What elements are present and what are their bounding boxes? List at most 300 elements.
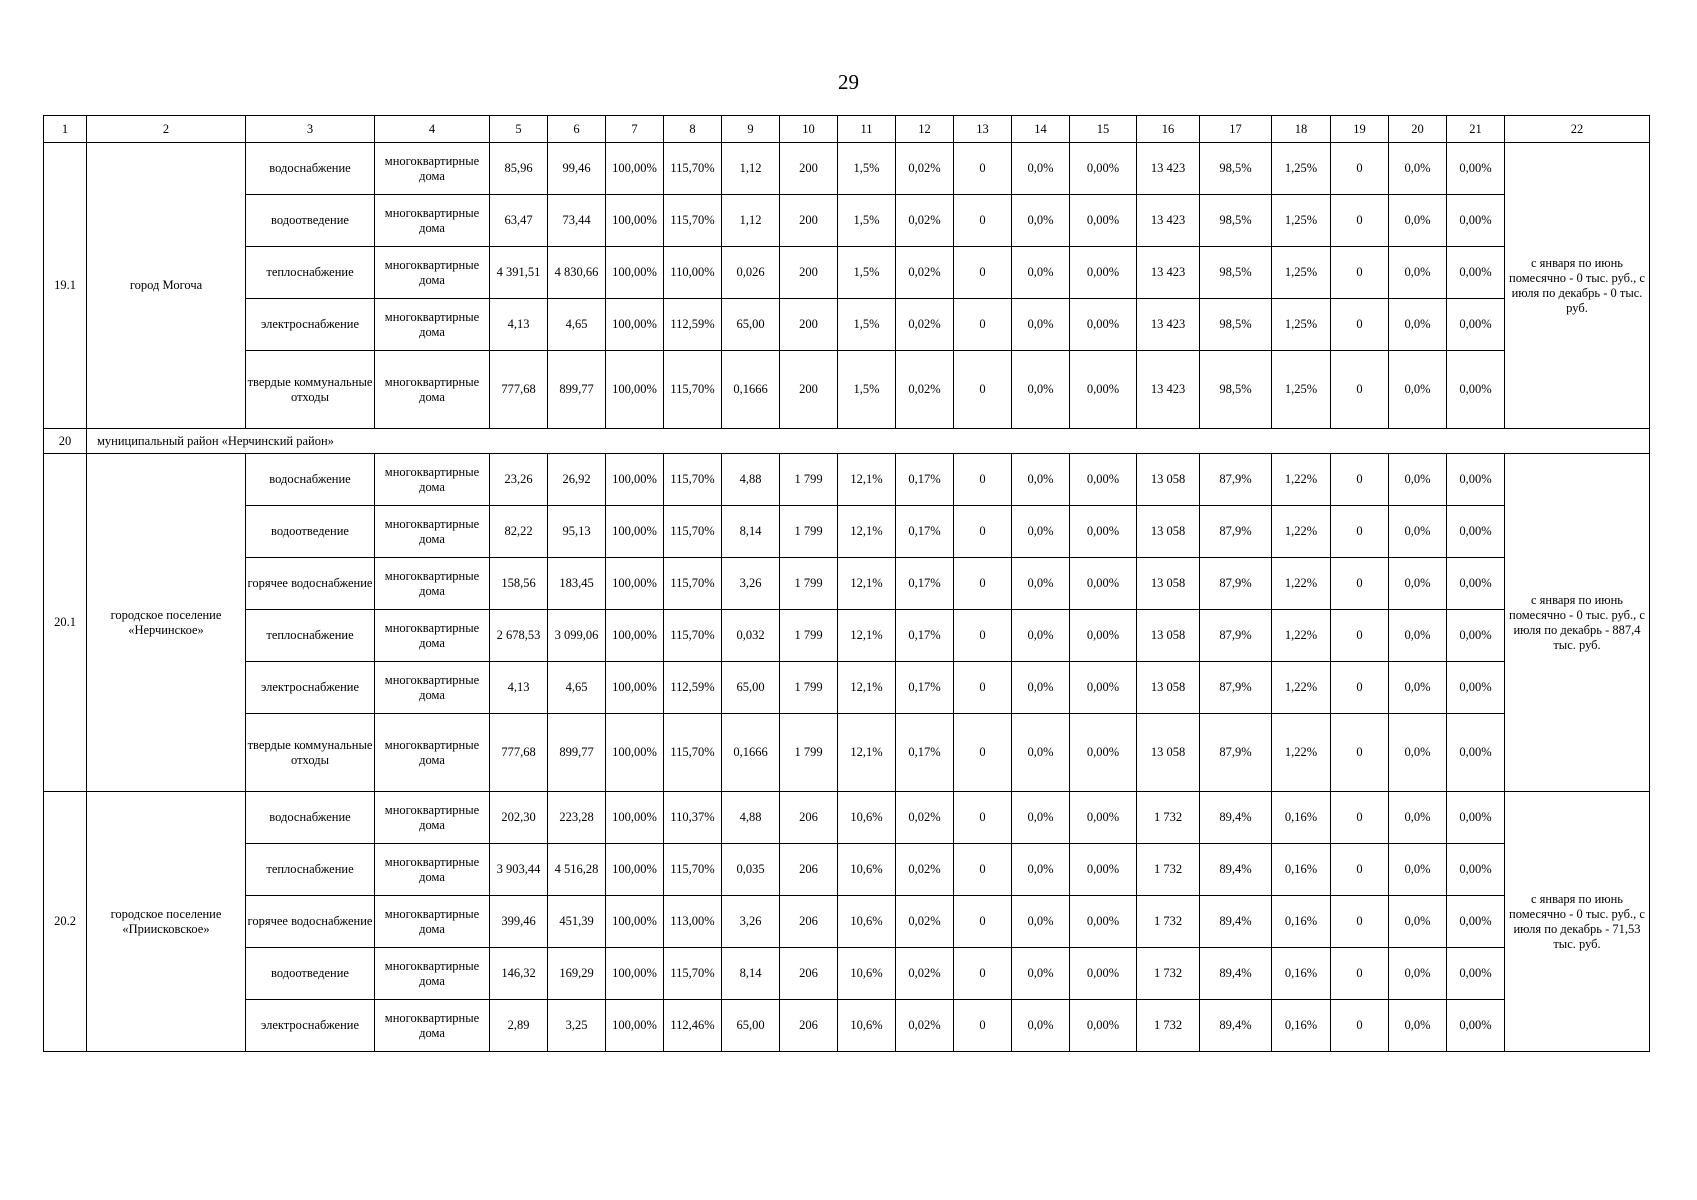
service-type: теплоснабжение	[246, 844, 375, 896]
table-cell: 0	[1331, 662, 1389, 714]
column-header-2: 2	[87, 116, 246, 143]
table-cell: 3,25	[548, 1000, 606, 1052]
table-cell: 0	[954, 1000, 1012, 1052]
table-row	[44, 896, 1650, 948]
table-cell: 0	[1331, 1000, 1389, 1052]
table-cell: 100,00%	[606, 454, 664, 506]
table-cell: 112,46%	[664, 1000, 722, 1052]
table-cell: 4 391,51	[490, 247, 548, 299]
column-header-12: 12	[896, 116, 954, 143]
table-cell: 13 423	[1137, 351, 1200, 429]
table-cell: 0,0%	[1389, 714, 1447, 792]
table-cell: 100,00%	[606, 792, 664, 844]
table-cell: 4,13	[490, 662, 548, 714]
table-cell: 0,0%	[1389, 662, 1447, 714]
table-row	[44, 948, 1650, 1000]
table-cell: 0,0%	[1389, 195, 1447, 247]
table-cell: 0,00%	[1070, 948, 1137, 1000]
column-header-14: 14	[1012, 116, 1070, 143]
table-cell: 0,16%	[1272, 844, 1331, 896]
table-cell: 1 732	[1137, 844, 1200, 896]
housing-type: многоквартирные дома	[375, 948, 490, 1000]
table-cell: 100,00%	[606, 610, 664, 662]
table-cell: 100,00%	[606, 195, 664, 247]
table-cell: 8,14	[722, 948, 780, 1000]
table-row	[44, 247, 1650, 299]
settlement-name: городское поселение «Приисковское»	[87, 792, 246, 1052]
table-cell: 0,02%	[896, 844, 954, 896]
table-cell: 1,5%	[838, 143, 896, 195]
table-cell: 100,00%	[606, 896, 664, 948]
housing-type: многоквартирные дома	[375, 1000, 490, 1052]
table-cell: 1,12	[722, 143, 780, 195]
table-cell: 0,0%	[1389, 844, 1447, 896]
table-cell: 13 058	[1137, 610, 1200, 662]
table-cell: 65,00	[722, 299, 780, 351]
table-cell: 0,00%	[1447, 948, 1505, 1000]
column-header-22: 22	[1505, 116, 1650, 143]
table-cell: 0,00%	[1070, 506, 1137, 558]
table-cell: 89,4%	[1200, 1000, 1272, 1052]
column-header-19: 19	[1331, 116, 1389, 143]
column-header-21: 21	[1447, 116, 1505, 143]
table-cell: 0,0%	[1012, 195, 1070, 247]
table-cell: 0,17%	[896, 506, 954, 558]
table-row	[44, 1000, 1650, 1052]
table-cell: 1,25%	[1272, 247, 1331, 299]
table-cell: 0,0%	[1012, 610, 1070, 662]
service-type: водоснабжение	[246, 143, 375, 195]
table-cell: 223,28	[548, 792, 606, 844]
table-cell: 73,44	[548, 195, 606, 247]
table-cell: 12,1%	[838, 610, 896, 662]
table-cell: 0,02%	[896, 195, 954, 247]
table-cell: 0,0%	[1389, 558, 1447, 610]
table-cell: 0	[1331, 195, 1389, 247]
table-cell: 3 903,44	[490, 844, 548, 896]
column-header-13: 13	[954, 116, 1012, 143]
table-cell: 0,00%	[1070, 844, 1137, 896]
table-cell: 112,59%	[664, 662, 722, 714]
table-cell: 0,00%	[1447, 844, 1505, 896]
table-row	[44, 506, 1650, 558]
table-cell: 89,4%	[1200, 896, 1272, 948]
housing-type: многоквартирные дома	[375, 247, 490, 299]
table-cell: 0	[954, 610, 1012, 662]
payment-note: с января по июнь помесячно - 0 тыс. руб., с июля по декабрь - 0 тыс. руб.	[1505, 143, 1650, 429]
table-cell: 0,00%	[1447, 143, 1505, 195]
table-cell: 200	[780, 247, 838, 299]
table-cell: 110,37%	[664, 792, 722, 844]
table-cell: 206	[780, 844, 838, 896]
column-header-8: 8	[664, 116, 722, 143]
table-cell: 100,00%	[606, 948, 664, 1000]
table-cell: 1 732	[1137, 1000, 1200, 1052]
table-cell: 115,70%	[664, 714, 722, 792]
table-cell: 0,00%	[1447, 506, 1505, 558]
table-cell: 0,02%	[896, 948, 954, 1000]
table-cell: 0,0%	[1389, 143, 1447, 195]
table-cell: 0,00%	[1447, 662, 1505, 714]
table-cell: 100,00%	[606, 1000, 664, 1052]
column-header-9: 9	[722, 116, 780, 143]
table-cell: 1,5%	[838, 351, 896, 429]
table-cell: 0,0%	[1389, 299, 1447, 351]
table-cell: 13 058	[1137, 558, 1200, 610]
table-row	[44, 351, 1650, 429]
table-cell: 63,47	[490, 195, 548, 247]
housing-type: многоквартирные дома	[375, 143, 490, 195]
table-cell: 87,9%	[1200, 662, 1272, 714]
service-type: твердые коммунальные отходы	[246, 714, 375, 792]
table-cell: 98,5%	[1200, 195, 1272, 247]
table-row	[44, 454, 1650, 506]
table-cell: 0,0%	[1389, 351, 1447, 429]
table-cell: 0,0%	[1012, 714, 1070, 792]
table-cell: 87,9%	[1200, 558, 1272, 610]
table-cell: 0,0%	[1012, 558, 1070, 610]
table-cell: 115,70%	[664, 454, 722, 506]
table-cell: 0,00%	[1070, 558, 1137, 610]
column-header-3: 3	[246, 116, 375, 143]
table-cell: 10,6%	[838, 896, 896, 948]
table-cell: 206	[780, 1000, 838, 1052]
table-cell: 0,16%	[1272, 1000, 1331, 1052]
table-cell: 0,0%	[1012, 351, 1070, 429]
table-cell: 0,00%	[1070, 454, 1137, 506]
table-cell: 23,26	[490, 454, 548, 506]
payment-note: с января по июнь помесячно - 0 тыс. руб., с июля по декабрь - 887,4 тыс. руб.	[1505, 454, 1650, 792]
table-cell: 0,00%	[1447, 610, 1505, 662]
table-cell: 1 732	[1137, 948, 1200, 1000]
column-header-7: 7	[606, 116, 664, 143]
table-cell: 0	[1331, 896, 1389, 948]
column-header-5: 5	[490, 116, 548, 143]
table-cell: 1,22%	[1272, 662, 1331, 714]
table-cell: 0,0%	[1012, 506, 1070, 558]
table-cell: 0,00%	[1070, 351, 1137, 429]
table-cell: 1,25%	[1272, 351, 1331, 429]
table-cell: 0	[954, 506, 1012, 558]
table-cell: 12,1%	[838, 662, 896, 714]
table-cell: 26,92	[548, 454, 606, 506]
table-cell: 100,00%	[606, 714, 664, 792]
service-type: водоотведение	[246, 948, 375, 1000]
column-header-4: 4	[375, 116, 490, 143]
table-cell: 0,00%	[1070, 195, 1137, 247]
table-cell: 0	[1331, 844, 1389, 896]
table-cell: 0,0%	[1389, 1000, 1447, 1052]
table-cell: 169,29	[548, 948, 606, 1000]
housing-type: многоквартирные дома	[375, 714, 490, 792]
table-cell: 87,9%	[1200, 506, 1272, 558]
table-cell: 10,6%	[838, 1000, 896, 1052]
table-cell: 200	[780, 351, 838, 429]
table-cell: 1,22%	[1272, 558, 1331, 610]
district-name: муниципальный район «Нерчинский район»	[87, 429, 1650, 454]
table-cell: 0,00%	[1447, 714, 1505, 792]
table-cell: 4 516,28	[548, 844, 606, 896]
table-cell: 8,14	[722, 506, 780, 558]
table-cell: 0,0%	[1012, 454, 1070, 506]
table-cell: 158,56	[490, 558, 548, 610]
table-cell: 0,16%	[1272, 896, 1331, 948]
table-cell: 0	[1331, 143, 1389, 195]
table-cell: 0,0%	[1012, 896, 1070, 948]
service-type: горячее водоснабжение	[246, 896, 375, 948]
table-cell: 1,22%	[1272, 454, 1331, 506]
table-cell: 0,0%	[1012, 844, 1070, 896]
service-type: электроснабжение	[246, 299, 375, 351]
table-cell: 0,0%	[1389, 610, 1447, 662]
table-cell: 12,1%	[838, 506, 896, 558]
table-cell: 0,00%	[1447, 558, 1505, 610]
table-cell: 12,1%	[838, 714, 896, 792]
table-cell: 115,70%	[664, 351, 722, 429]
column-header-6: 6	[548, 116, 606, 143]
header-row	[44, 116, 1650, 143]
table-cell: 1,5%	[838, 247, 896, 299]
table-cell: 0,00%	[1447, 792, 1505, 844]
table-cell: 0	[954, 844, 1012, 896]
table-cell: 1 799	[780, 714, 838, 792]
table-cell: 0,0%	[1012, 792, 1070, 844]
table-cell: 0,16%	[1272, 948, 1331, 1000]
housing-type: многоквартирные дома	[375, 558, 490, 610]
table-cell: 0	[954, 299, 1012, 351]
table-cell: 10,6%	[838, 948, 896, 1000]
table-cell: 0,00%	[1447, 1000, 1505, 1052]
table-cell: 0,00%	[1447, 454, 1505, 506]
table-cell: 200	[780, 299, 838, 351]
table-cell: 0	[1331, 299, 1389, 351]
settlement-name: город Могоча	[87, 143, 246, 429]
table-cell: 0,00%	[1070, 247, 1137, 299]
table-cell: 89,4%	[1200, 792, 1272, 844]
housing-type: многоквартирные дома	[375, 299, 490, 351]
table-cell: 100,00%	[606, 662, 664, 714]
table-cell: 4,88	[722, 454, 780, 506]
table-cell: 0	[954, 662, 1012, 714]
table-row	[44, 714, 1650, 792]
table-body	[44, 116, 1650, 1052]
table-cell: 0,02%	[896, 143, 954, 195]
table-cell: 0,0%	[1389, 506, 1447, 558]
table-cell: 899,77	[548, 351, 606, 429]
table-cell: 0,17%	[896, 454, 954, 506]
table-cell: 0,0%	[1012, 143, 1070, 195]
table-cell: 0,16%	[1272, 792, 1331, 844]
table-cell: 0,00%	[1070, 896, 1137, 948]
table-cell: 0,0%	[1012, 1000, 1070, 1052]
table-cell: 65,00	[722, 1000, 780, 1052]
table-cell: 13 058	[1137, 454, 1200, 506]
table-cell: 100,00%	[606, 506, 664, 558]
table-cell: 0,0%	[1012, 299, 1070, 351]
table-cell: 206	[780, 792, 838, 844]
table-cell: 399,46	[490, 896, 548, 948]
table-cell: 100,00%	[606, 558, 664, 610]
table-cell: 0,0%	[1389, 454, 1447, 506]
table-cell: 115,70%	[664, 948, 722, 1000]
table-cell: 3,26	[722, 558, 780, 610]
table-cell: 95,13	[548, 506, 606, 558]
table-cell: 0	[954, 558, 1012, 610]
table-cell: 0,026	[722, 247, 780, 299]
table-cell: 115,70%	[664, 195, 722, 247]
table-cell: 0,00%	[1070, 299, 1137, 351]
table-cell: 0,032	[722, 610, 780, 662]
table-cell: 0,0%	[1389, 247, 1447, 299]
housing-type: многоквартирные дома	[375, 351, 490, 429]
housing-type: многоквартирные дома	[375, 662, 490, 714]
table-cell: 0	[954, 714, 1012, 792]
table-cell: 200	[780, 143, 838, 195]
table-row	[44, 195, 1650, 247]
table-cell: 1 799	[780, 506, 838, 558]
table-cell: 85,96	[490, 143, 548, 195]
table-cell: 0,02%	[896, 896, 954, 948]
service-type: теплоснабжение	[246, 610, 375, 662]
column-header-18: 18	[1272, 116, 1331, 143]
table-cell: 100,00%	[606, 247, 664, 299]
table-cell: 1,25%	[1272, 299, 1331, 351]
table-cell: 0	[1331, 351, 1389, 429]
table-cell: 98,5%	[1200, 143, 1272, 195]
column-header-20: 20	[1389, 116, 1447, 143]
table-cell: 98,5%	[1200, 351, 1272, 429]
table-cell: 89,4%	[1200, 948, 1272, 1000]
table-cell: 0,00%	[1070, 1000, 1137, 1052]
service-type: твердые коммунальные отходы	[246, 351, 375, 429]
page-number: 29	[838, 70, 859, 94]
table-cell: 146,32	[490, 948, 548, 1000]
service-type: горячее водоснабжение	[246, 558, 375, 610]
table-cell: 0	[954, 351, 1012, 429]
table-cell: 0,00%	[1070, 792, 1137, 844]
table-cell: 0	[1331, 506, 1389, 558]
table-cell: 0,00%	[1447, 247, 1505, 299]
table-cell: 0	[1331, 948, 1389, 1000]
housing-type: многоквартирные дома	[375, 610, 490, 662]
housing-type: многоквартирные дома	[375, 506, 490, 558]
table-cell: 0,17%	[896, 610, 954, 662]
table-cell: 0,17%	[896, 714, 954, 792]
table-cell: 0,1666	[722, 351, 780, 429]
table-cell: 1,22%	[1272, 714, 1331, 792]
table-cell: 13 058	[1137, 662, 1200, 714]
table-cell: 115,70%	[664, 143, 722, 195]
table-cell: 0,17%	[896, 558, 954, 610]
service-type: водоснабжение	[246, 792, 375, 844]
table-cell: 4,65	[548, 299, 606, 351]
table-cell: 0,1666	[722, 714, 780, 792]
table-cell: 0,00%	[1070, 714, 1137, 792]
table-cell: 0,02%	[896, 351, 954, 429]
service-type: электроснабжение	[246, 662, 375, 714]
row-number: 20	[44, 429, 87, 454]
table-cell: 0	[1331, 454, 1389, 506]
table-cell: 98,5%	[1200, 247, 1272, 299]
table-cell: 1 799	[780, 610, 838, 662]
table-cell: 1 799	[780, 558, 838, 610]
table-cell: 0,02%	[896, 792, 954, 844]
table-cell: 87,9%	[1200, 714, 1272, 792]
table-row	[44, 299, 1650, 351]
table-cell: 1,25%	[1272, 195, 1331, 247]
table-cell: 1 732	[1137, 896, 1200, 948]
table-cell: 0,0%	[1012, 247, 1070, 299]
table-cell: 4,88	[722, 792, 780, 844]
table-cell: 0,0%	[1389, 792, 1447, 844]
column-header-16: 16	[1137, 116, 1200, 143]
table-cell: 0,00%	[1070, 662, 1137, 714]
table-cell: 1,22%	[1272, 506, 1331, 558]
table-cell: 183,45	[548, 558, 606, 610]
table-cell: 1,5%	[838, 195, 896, 247]
table-cell: 3 099,06	[548, 610, 606, 662]
housing-type: многоквартирные дома	[375, 844, 490, 896]
table-cell: 1,12	[722, 195, 780, 247]
table-cell: 115,70%	[664, 506, 722, 558]
table-row	[44, 143, 1650, 195]
table-cell: 13 423	[1137, 195, 1200, 247]
service-type: водоснабжение	[246, 454, 375, 506]
table-row	[44, 662, 1650, 714]
row-number: 20.1	[44, 454, 87, 792]
table-cell: 206	[780, 896, 838, 948]
table-cell: 1 732	[1137, 792, 1200, 844]
column-header-17: 17	[1200, 116, 1272, 143]
table-cell: 113,00%	[664, 896, 722, 948]
table-cell: 0,00%	[1447, 195, 1505, 247]
table-cell: 0,02%	[896, 299, 954, 351]
table-cell: 110,00%	[664, 247, 722, 299]
table-cell: 12,1%	[838, 454, 896, 506]
table-cell: 82,22	[490, 506, 548, 558]
tariff-table	[43, 115, 1650, 1052]
table-cell: 0	[954, 454, 1012, 506]
table-cell: 13 423	[1137, 299, 1200, 351]
table-cell: 100,00%	[606, 143, 664, 195]
table-cell: 87,9%	[1200, 454, 1272, 506]
service-type: электроснабжение	[246, 1000, 375, 1052]
table-cell: 98,5%	[1200, 299, 1272, 351]
housing-type: многоквартирные дома	[375, 454, 490, 506]
table-cell: 777,68	[490, 351, 548, 429]
table-cell: 0,00%	[1447, 896, 1505, 948]
table-cell: 89,4%	[1200, 844, 1272, 896]
table-cell: 0	[954, 792, 1012, 844]
table-cell: 4 830,66	[548, 247, 606, 299]
table-cell: 0	[954, 247, 1012, 299]
table-cell: 10,6%	[838, 792, 896, 844]
table-cell: 10,6%	[838, 844, 896, 896]
table-cell: 115,70%	[664, 844, 722, 896]
table-cell: 1,5%	[838, 299, 896, 351]
table-row	[44, 844, 1650, 896]
table-cell: 115,70%	[664, 558, 722, 610]
table-cell: 0,0%	[1389, 948, 1447, 1000]
payment-note: с января по июнь помесячно - 0 тыс. руб., с июля по декабрь - 71,53 тыс. руб.	[1505, 792, 1650, 1052]
table-cell: 100,00%	[606, 351, 664, 429]
table-row	[44, 558, 1650, 610]
table-cell: 0	[954, 195, 1012, 247]
table-cell: 65,00	[722, 662, 780, 714]
table-cell: 1 799	[780, 662, 838, 714]
table-cell: 3,26	[722, 896, 780, 948]
table-cell: 13 423	[1137, 143, 1200, 195]
